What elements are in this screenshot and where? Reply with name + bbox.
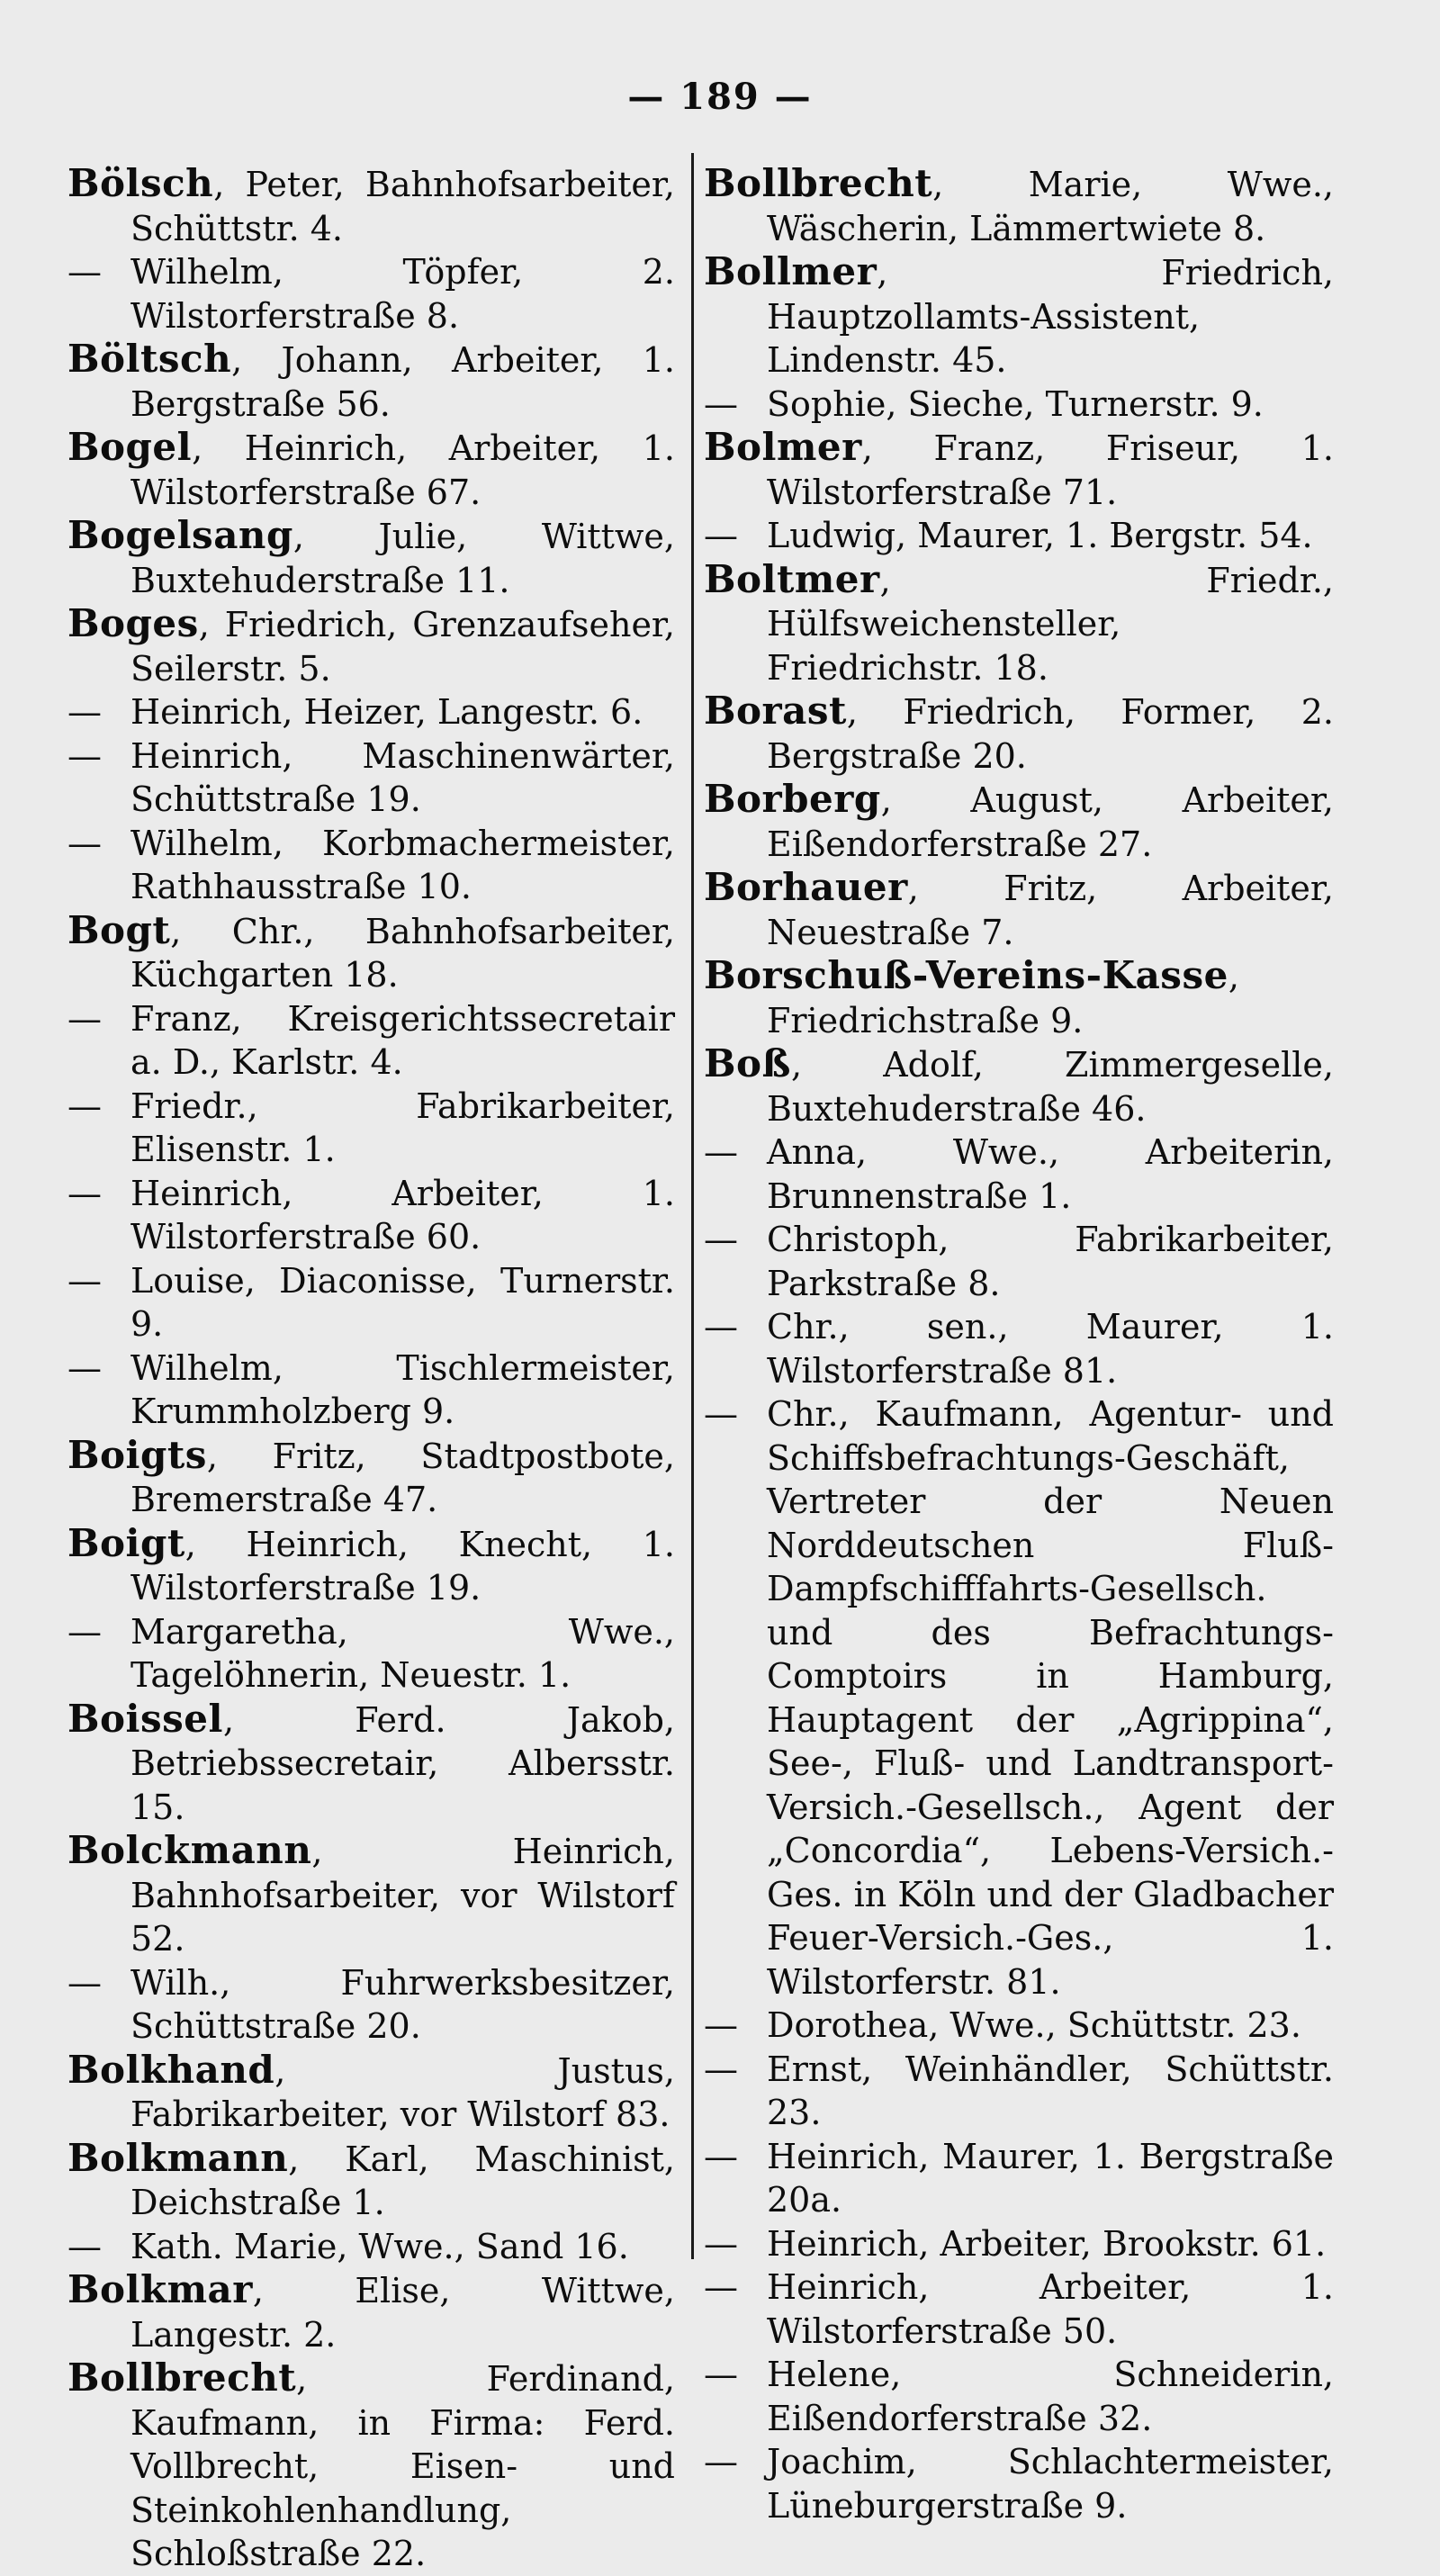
entry-details: , Ferd. Jakob, Betriebssecretair, Albersstr. 15. bbox=[130, 1699, 675, 1827]
entry-details: , Marie, Wwe., Wäscherin, Lämmertwiete 8. bbox=[767, 165, 1334, 248]
entry-details: , Friedrichstraße 9. bbox=[767, 957, 1239, 1040]
sub-entry bbox=[704, 2440, 1334, 2527]
ditto-dash: — bbox=[704, 2355, 738, 2394]
sub-entry bbox=[68, 1259, 675, 1347]
entry-details: Helene, Schneiderin, Eißendorferstraße 32. bbox=[767, 2355, 1334, 2438]
ditto-dash: — bbox=[68, 1260, 102, 1301]
entry-surname: Boß bbox=[704, 1041, 791, 1085]
column-divider bbox=[691, 153, 694, 2259]
directory-entry bbox=[704, 162, 1334, 250]
ditto-dash: — bbox=[68, 1611, 102, 1652]
ditto-dash: — bbox=[68, 1085, 102, 1126]
entry-details: Ernst, Weinhändler, Schüttstr. 23. bbox=[767, 2049, 1334, 2132]
sub-entry bbox=[704, 1218, 1334, 1305]
entry-details: , Ferdinand, Kaufmann, in Firma: Ferd. Vollbrecht, Eisen- und Steinkohlenhandlung, Schloßstraße 22. bbox=[130, 2359, 675, 2573]
entry-details: Wilhelm, Töpfer, 2. Wilstorferstraße 8. bbox=[130, 252, 675, 336]
ditto-dash: — bbox=[704, 516, 738, 555]
entry-details: Heinrich, Maschinenwärter, Schüttstraße 19. bbox=[130, 735, 675, 819]
directory-entry bbox=[68, 162, 675, 250]
entry-details: Sophie, Sieche, Turnerstr. 9. bbox=[767, 383, 1264, 424]
entry-details: Joachim, Schlachtermeister, Lüneburgerstraße 9. bbox=[767, 2442, 1334, 2526]
entry-details: Franz, Kreisgerichtssecretair a. D., Karlstr. 4. bbox=[130, 998, 675, 1082]
ditto-dash: — bbox=[704, 2223, 738, 2264]
entry-surname: Boigt bbox=[68, 1520, 185, 1565]
sub-entry bbox=[704, 383, 1334, 427]
entry-details: Chr., Kaufmann, Agentur- und Schiffsbefrachtungs-Geschäft, Vertreter der Neuen Norddeutschen Fluß-Dampfschifffahrts-Gesellsch. und des Befrachtungs-Comptoirs in Hamburg, Hauptagent der „Agrippina“, See-, Fluß- und Landtransport-Versich.-Gesellsch., Agent der „Concordia“, Lebens-Versich.-Ges. in Köln und der Gladbacher Feuer-Versich.-Ges., 1. Wilstorferstr. 81. bbox=[767, 1394, 1334, 2002]
entry-details: , August, Arbeiter, Eißendorferstraße 27. bbox=[767, 780, 1334, 864]
sub-entry bbox=[68, 1961, 675, 2049]
ditto-dash: — bbox=[704, 2005, 738, 2045]
sub-entry bbox=[704, 2222, 1334, 2266]
ditto-dash: — bbox=[68, 823, 102, 863]
entry-details: , Justus, Fabrikarbeiter, vor Wilstorf 83. bbox=[130, 2050, 675, 2134]
ditto-dash: — bbox=[704, 2442, 738, 2481]
entry-surname: Bogel bbox=[68, 425, 193, 469]
entry-details: , Fritz, Stadtpostbote, Bremerstraße 47. bbox=[130, 1436, 675, 1519]
directory-entry bbox=[68, 514, 675, 602]
entry-details: Dorothea, Wwe., Schüttstr. 23. bbox=[767, 2005, 1301, 2045]
entry-details: , Elise, Wittwe, Langestr. 2. bbox=[130, 2271, 675, 2355]
entry-details: Louise, Diaconisse, Turnerstr. 9. bbox=[130, 1260, 675, 1344]
sub-entry bbox=[68, 250, 675, 338]
sub-entry bbox=[704, 2265, 1334, 2353]
ditto-dash: — bbox=[704, 1307, 738, 1347]
sub-entry bbox=[704, 2004, 1334, 2048]
directory-entry bbox=[704, 558, 1334, 690]
sub-entry bbox=[68, 2225, 675, 2269]
ditto-dash: — bbox=[704, 2136, 738, 2176]
entry-surname: Bollbrecht bbox=[68, 2355, 297, 2400]
directory-entry bbox=[704, 778, 1334, 866]
ditto-dash: — bbox=[68, 692, 102, 732]
entry-details: , Heinrich, Bahnhofsarbeiter, vor Wilstorf 52. bbox=[130, 1832, 675, 1959]
directory-entry bbox=[68, 338, 675, 426]
ditto-dash: — bbox=[68, 998, 102, 1039]
entry-details: , Friedrich, Grenzaufseher, Seilerstr. 5. bbox=[130, 605, 675, 689]
sub-entry bbox=[704, 514, 1334, 558]
entry-details: Wilhelm, Korbmachermeister, Rathhausstraße 10. bbox=[130, 823, 675, 906]
entry-surname: Bolckmann bbox=[68, 1828, 312, 1872]
entry-details: , Julie, Wittwe, Buxtehuderstraße 11. bbox=[130, 517, 675, 600]
entry-details: , Fritz, Arbeiter, Neuestraße 7. bbox=[767, 869, 1334, 952]
directory-entry bbox=[68, 2137, 675, 2225]
entry-surname: Boges bbox=[68, 601, 199, 645]
sub-entry bbox=[68, 734, 675, 822]
entry-surname: Bogelsang bbox=[68, 513, 293, 557]
sub-entry bbox=[68, 1172, 675, 1259]
ditto-dash: — bbox=[68, 2226, 102, 2266]
entry-surname: Bollmer bbox=[704, 249, 878, 293]
sub-entry bbox=[704, 1130, 1334, 1218]
sub-entry bbox=[704, 2048, 1334, 2135]
entry-details: , Heinrich, Arbeiter, 1. Wilstorferstraße 67. bbox=[130, 428, 675, 512]
ditto-dash: — bbox=[68, 1347, 102, 1388]
entry-surname: Bolmer bbox=[704, 425, 862, 469]
entry-details: Heinrich, Arbeiter, Brookstr. 61. bbox=[767, 2223, 1327, 2264]
sub-entry bbox=[704, 1392, 1334, 2004]
directory-entry bbox=[704, 250, 1334, 383]
directory-entry bbox=[68, 1522, 675, 1610]
entry-details: Heinrich, Heizer, Langestr. 6. bbox=[130, 692, 644, 732]
sub-entry bbox=[704, 2353, 1334, 2440]
directory-entry bbox=[704, 1042, 1334, 1130]
ditto-dash: — bbox=[704, 383, 738, 424]
entry-details: , Johann, Arbeiter, 1. Bergstraße 56. bbox=[130, 340, 675, 424]
entry-details: , Peter, Bahnhofsarbeiter, Schüttstr. 4. bbox=[130, 165, 675, 248]
entry-surname: Bölsch bbox=[68, 161, 214, 205]
entry-details: Heinrich, Arbeiter, 1. Wilstorferstraße 50. bbox=[767, 2267, 1334, 2351]
directory-entry bbox=[68, 602, 675, 690]
entry-details: , Franz, Friseur, 1. Wilstorferstraße 71. bbox=[767, 428, 1334, 512]
ditto-dash: — bbox=[704, 1220, 738, 1259]
entry-details: Christoph, Fabrikarbeiter, Parkstraße 8. bbox=[767, 1220, 1334, 1303]
entry-details: , Adolf, Zimmergeselle, Buxtehuderstraße 46. bbox=[767, 1045, 1334, 1129]
entry-details: , Karl, Maschinist, Deichstraße 1. bbox=[130, 2139, 675, 2222]
entry-details: Margaretha, Wwe., Tagelöhnerin, Neuestr. 1. bbox=[130, 1611, 675, 1695]
sub-entry bbox=[68, 1610, 675, 1698]
entry-details: Chr., sen., Maurer, 1. Wilstorferstraße 81. bbox=[767, 1307, 1334, 1391]
sub-entry bbox=[68, 690, 675, 734]
entry-details: , Chr., Bahnhofsarbeiter, Küchgarten 18. bbox=[130, 911, 675, 995]
directory-entry bbox=[68, 2268, 675, 2356]
sub-entry bbox=[68, 1347, 675, 1434]
entry-surname: Borberg bbox=[704, 777, 881, 821]
ditto-dash: — bbox=[704, 1394, 738, 1434]
ditto-dash: — bbox=[68, 1173, 102, 1213]
entry-details: Heinrich, Maurer, 1. Bergstraße 20a. bbox=[767, 2136, 1334, 2220]
entry-surname: Borschuß-Vereins-Kasse bbox=[704, 953, 1228, 997]
entry-details: Wilhelm, Tischlermeister, Krummholzberg 9. bbox=[130, 1347, 675, 1431]
entry-surname: Boigts bbox=[68, 1432, 207, 1477]
entry-surname: Bolkmann bbox=[68, 2135, 289, 2180]
entry-surname: Borast bbox=[704, 689, 847, 733]
entry-details: Anna, Wwe., Arbeiterin, Brunnenstraße 1. bbox=[767, 1132, 1334, 1216]
directory-entry bbox=[68, 909, 675, 997]
sub-entry bbox=[704, 2135, 1334, 2222]
sub-entry bbox=[68, 822, 675, 909]
sub-entry bbox=[68, 1085, 675, 1172]
directory-entry bbox=[704, 954, 1334, 1042]
directory-entry bbox=[68, 2356, 675, 2576]
entry-surname: Boissel bbox=[68, 1696, 223, 1741]
directory-entry bbox=[68, 1829, 675, 1961]
ditto-dash: — bbox=[704, 2267, 738, 2307]
directory-entry bbox=[704, 426, 1334, 514]
entry-details: Friedr., Fabrikarbeiter, Elisenstr. 1. bbox=[130, 1085, 675, 1169]
directory-entry bbox=[68, 2049, 675, 2137]
directory-entry bbox=[68, 1434, 675, 1522]
directory-entry bbox=[68, 426, 675, 514]
ditto-dash: — bbox=[68, 1962, 102, 2003]
entry-details: Ludwig, Maurer, 1. Bergstr. 54. bbox=[767, 516, 1313, 555]
entry-surname: Borhauer bbox=[704, 865, 908, 909]
directory-entry bbox=[704, 866, 1334, 954]
right-column bbox=[704, 162, 1334, 2527]
entry-details: , Friedr., Hülfsweichensteller, Friedrichstr. 18. bbox=[767, 560, 1334, 688]
entry-details: , Friedrich, Hauptzollamts-Assistent, Lindenstr. 45. bbox=[767, 253, 1334, 380]
entry-details: Kath. Marie, Wwe., Sand 16. bbox=[130, 2226, 629, 2266]
ditto-dash: — bbox=[704, 2049, 738, 2089]
ditto-dash: — bbox=[704, 1132, 738, 1172]
ditto-dash: — bbox=[68, 252, 102, 292]
directory-entry bbox=[68, 1698, 675, 1830]
ditto-dash: — bbox=[68, 735, 102, 776]
left-column bbox=[68, 162, 675, 2576]
sub-entry bbox=[704, 1305, 1334, 1392]
entry-surname: Bolkmar bbox=[68, 2267, 253, 2311]
entry-surname: Boltmer bbox=[704, 556, 880, 601]
entry-details: Wilh., Fuhrwerksbesitzer, Schüttstraße 20. bbox=[130, 1962, 675, 2046]
entry-surname: Bolkhand bbox=[68, 2047, 275, 2092]
entry-details: , Friedrich, Former, 2. Bergstraße 20. bbox=[767, 692, 1334, 776]
entry-details: Heinrich, Arbeiter, 1. Wilstorferstraße 60. bbox=[130, 1173, 675, 1256]
directory-entry bbox=[704, 689, 1334, 778]
entry-surname: Bogt bbox=[68, 907, 171, 952]
sub-entry bbox=[68, 997, 675, 1085]
entry-details: , Heinrich, Knecht, 1. Wilstorferstraße 19. bbox=[130, 1524, 675, 1608]
page-number: — 189 — bbox=[627, 76, 813, 118]
entry-surname: Böltsch bbox=[68, 337, 232, 381]
entry-surname: Bollbrecht bbox=[704, 161, 933, 205]
